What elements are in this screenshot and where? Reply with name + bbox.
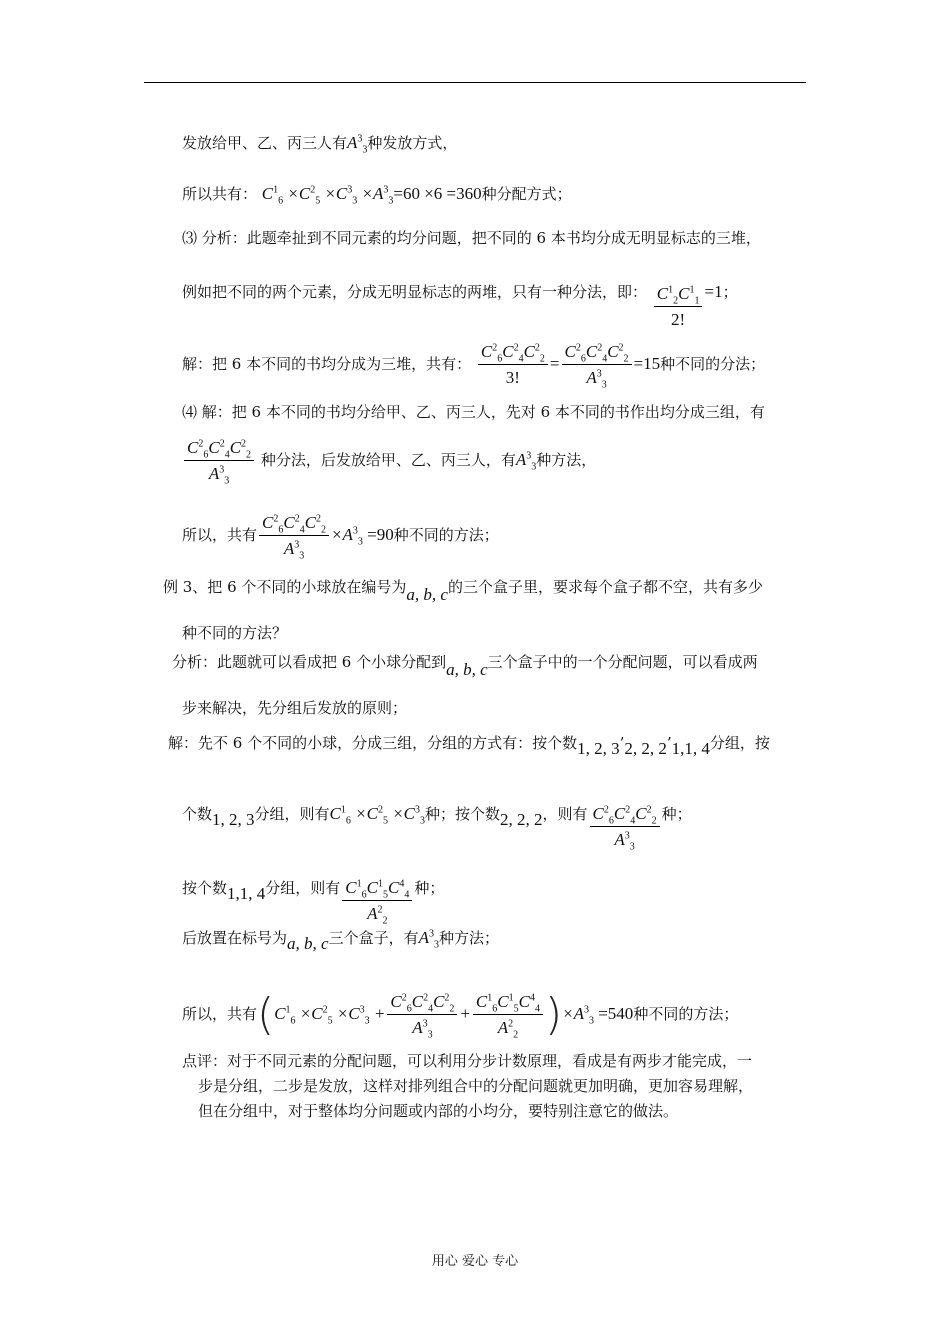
text-line: 按个数1,1, 4分组，则有 $\frac{C^1_6C^1_5C^4_4}{A^2_2}$ 种；	[182, 878, 445, 927]
fraction: $\frac{C^2_6C^2_4C^2_2}{A^3_3}$	[562, 342, 632, 388]
text-line: 解：把 6 本不同的书均分成为三堆，共有： $\frac{C^2_6C^2_4C^2_2}{3!}$ = $\frac{C^2_6C^2_4C^2_2}{A^3_3}$ =15种不同的分法；	[182, 342, 766, 391]
fraction: $\frac{C^2_6C^2_4C^2_2}{A^3_3}$	[259, 513, 329, 559]
text-line: 种不同的方法？	[182, 624, 288, 642]
fraction: $\frac{C^2_6C^2_4C^2_2}{A^3_3}$	[184, 438, 254, 484]
text-line: 例 3、把 6 个不同的小球放在编号为a, b, c的三个盒子里，要求每个盒子都不空，共有多少	[163, 578, 763, 604]
fraction: $\frac{C^1_6C^1_5C^4_4}{A^2_2}$	[342, 878, 412, 924]
text-line: 所以共有： $C^1_6 \times C^2_5 \times C^3_3 \times A^3_3=60 \times 6 =360$种分配方式；	[182, 184, 572, 207]
text-line: 点评：对于不同元素的分配问题，可以利用分步计数原理，看成是有两步才能完成，一	[182, 1052, 753, 1070]
text-line: 但在分组中，对于整体均分问题或内部的小均分，要特别注意它的做法。	[198, 1102, 679, 1120]
fraction: $\frac{C^2_6C^2_4C^2_2}{3!}$	[478, 342, 548, 388]
text-line: 解：先不 6 个不同的小球，分成三组，分组的方式有：按个数1, 2, 3’2, 2, 2’1,1, 4分组，按	[168, 734, 770, 758]
fraction: $\frac{C^2_6C^2_4C^2_2}{A^3_3}$	[590, 804, 660, 850]
fraction: $\frac{C^1_6C^1_5C^4_4}{A^2_2}$	[473, 992, 543, 1038]
text-line: 所以，共有 $\frac{C^2_6C^2_4C^2_2}{A^3_3}$ $\times A^3_3 =90$种不同的方法；	[182, 513, 499, 562]
text-line: 所以，共有($C^1_6 \times C^2_5 \times C^3_3$ + $\frac{C^2_6C^2_4C^2_2}{A^3_3}$ + $\frac{C^1_6C^1_5C^4_4}{A^2_2}$ )$\times A^3_3 =540$种不同的方法；	[182, 989, 739, 1041]
text-line: 个数1, 2, 3分组，则有$C^1_6 \times C^2_5 \times C^3_3$种；按个数2, 2, 2，则有 $\frac{C^2_6C^2_4C^2_2}{A^3_3}$ 种；	[182, 804, 692, 853]
text-line: 例如把不同的两个元素，分成无明显标志的两堆，只有一种分法，即： $\frac{C^1_2C^1_1}{2!}$ =1；	[182, 282, 738, 329]
text-line: 步是分组，二步是发放，这样对排列组合中的分配问题就更加明确，更加容易理解，	[198, 1077, 754, 1095]
text-line: 分析：此题就可以看成把 6 个小球分配到a, b, c三个盒子中的一个分配问题，可以看成两	[172, 653, 758, 679]
header-rule	[144, 82, 806, 83]
text-line: 发放给甲、乙、丙三人有$A^3_3$种发放方式，	[182, 133, 458, 156]
page-footer: 用心 爱心 专心	[431, 1254, 519, 1269]
text-line: $\frac{C^2_6C^2_4C^2_2}{A^3_3}$ 种分法，后发放给甲、乙、丙三人，有$A^3_3$种方法，	[182, 438, 596, 484]
text-line: ⑶ 分析：此题牵扯到不同元素的均分问题，把不同的 6 本书均分成无明显标志的三堆，	[182, 229, 761, 247]
text-line: ⑷ 解：把 6 本不同的书均分给甲、乙、丙三人，先对 6 本不同的书作出均分成三组，有	[182, 403, 765, 421]
text-line: 后放置在标号为a, b, c三个盒子，有$A^3_3$种方法；	[182, 928, 499, 953]
math-a33: $A^3_3$	[347, 133, 368, 156]
fraction: $\frac{C^2_6C^2_4C^2_2}{A^3_3}$	[387, 992, 457, 1038]
fraction: $\frac{C^1_2C^1_1}{2!}$	[654, 284, 703, 330]
text-line: 步来解决，先分组后发放的原则；	[182, 699, 408, 717]
math-product: $C^1_6 \times C^2_5 \times C^3_3 \times A^3_3$	[261, 184, 394, 207]
